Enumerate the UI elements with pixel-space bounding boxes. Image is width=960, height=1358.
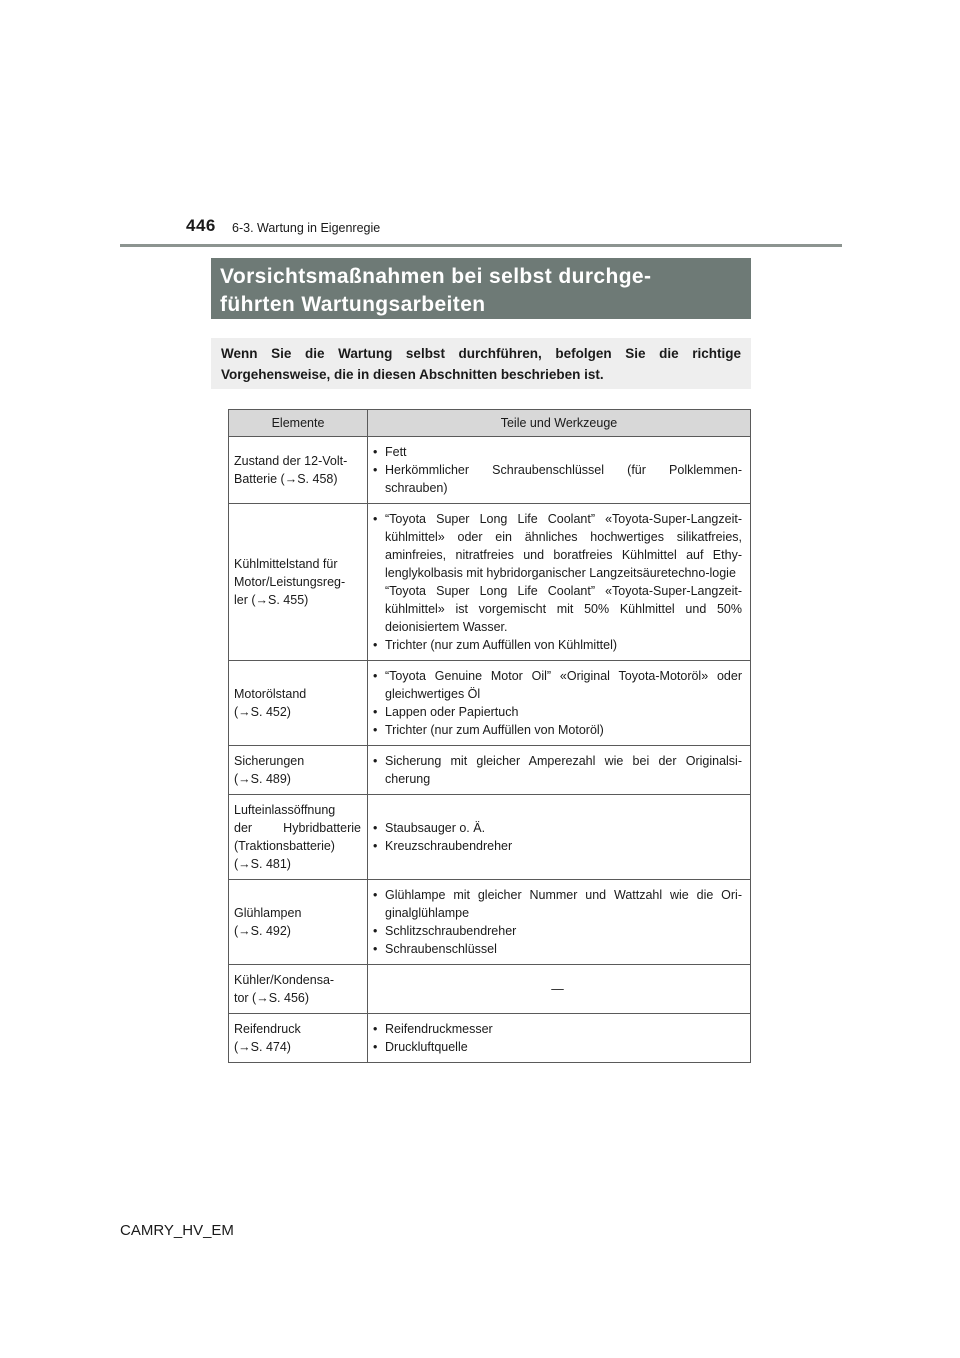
list-item: • “Toyota Super Long Life Coolant” «Toyota-Super-Langzeit-kühlmittel» oder ein ähnliches hochwertiges silikatfreies, aminfreies, nitratfreies und boratfreies Kühlmittel auf Ethy-lenglykolbasis mit hybridorganischer Langzeitsäuretechno-logie	[373, 512, 742, 580]
element-cell	[229, 795, 368, 880]
element-text: Glühlampen	[234, 906, 302, 920]
table-row	[229, 437, 751, 504]
table-row	[229, 880, 751, 965]
element-text: ler (→S. 455)	[234, 593, 309, 607]
element-text: (→S. 492)	[234, 924, 291, 938]
tools-cell	[368, 504, 751, 661]
element-text: tor (→S. 456)	[234, 991, 310, 1005]
element-text: Batterie (→S. 458)	[234, 472, 338, 486]
list-item: • Sicherung mit gleicher Amperezahl wie bei der Originalsi-cherung	[373, 754, 742, 786]
maintenance-table	[228, 409, 751, 1063]
tools-cell	[368, 795, 751, 880]
table-row	[229, 504, 751, 661]
list-item: • Fett	[373, 445, 407, 459]
element-text: Kühler/Kondensa-	[234, 973, 335, 987]
list-item: • Herkömmlicher Schraubenschlüssel (für Polklemmen-schrauben)	[373, 463, 742, 495]
element-text: (→S. 452)	[234, 705, 291, 719]
page-number: 446	[186, 216, 216, 235]
element-text: der Hybridbatterie	[234, 821, 361, 835]
tools-cell	[368, 880, 751, 965]
table-row	[229, 746, 751, 795]
element-text: (→S. 489)	[234, 772, 291, 786]
element-cell	[229, 746, 368, 795]
element-cell	[229, 661, 368, 746]
element-text: (→S. 481)	[234, 857, 291, 871]
element-text: (Traktionsbatterie)	[234, 839, 335, 853]
element-text: Zustand der 12-Volt-	[234, 454, 348, 468]
element-cell	[229, 965, 368, 1014]
element-cell	[229, 504, 368, 661]
table-row	[229, 661, 751, 746]
table-row	[229, 965, 751, 1014]
element-text: Kühlmittelstand für	[234, 557, 338, 571]
element-text: Motorölstand	[234, 687, 307, 701]
page-title	[211, 258, 751, 319]
column-header-elements: Elemente	[229, 410, 368, 437]
table-row	[229, 1014, 751, 1063]
element-cell	[229, 437, 368, 504]
tools-cell-empty	[368, 965, 751, 1014]
element-text: Lufteinlassöffnung	[234, 803, 336, 817]
tools-cell	[368, 746, 751, 795]
page-title-line-2: führten Wartungsarbeiten	[220, 293, 486, 316]
list-item: • Lappen oder Papiertuch	[373, 705, 519, 719]
list-item: • “Toyota Genuine Motor Oil” «Original Toyota-Motoröl» oder gleichwertiges Öl	[373, 669, 742, 701]
list-item: • Schlitzschraubendreher	[373, 924, 517, 938]
element-text: Reifendruck	[234, 1022, 301, 1036]
table-row	[229, 795, 751, 880]
list-item: • Druckluftquelle	[373, 1040, 468, 1054]
list-item: • Staubsauger o. Ä.	[373, 821, 486, 835]
section-label: 6-3. Wartung in Eigenregie	[232, 221, 381, 235]
list-item: • Kreuzschraubendreher	[373, 839, 513, 853]
table-header-row	[229, 410, 751, 437]
tools-cell	[368, 1014, 751, 1063]
tool-note: “Toyota Super Long Life Coolant” «Toyota-Super-Langzeit-kühlmittel» ist vorgemischt mit 50% Kühlmittel und 50% deionisiertem Wasser.	[385, 584, 742, 634]
dash-placeholder: —	[551, 982, 564, 996]
tools-cell	[368, 661, 751, 746]
list-item: • Schraubenschlüssel	[373, 942, 497, 956]
element-text: Motor/Leistungsreg-	[234, 575, 346, 589]
list-item: • Trichter (nur zum Auffüllen von Kühlmittel)	[373, 638, 618, 652]
footer-model-code: CAMRY_HV_EM	[120, 1222, 234, 1239]
element-text: (→S. 474)	[234, 1040, 291, 1054]
element-cell	[229, 880, 368, 965]
tools-cell	[368, 437, 751, 504]
column-header-tools: Teile und Werkzeuge	[368, 410, 751, 437]
header-rule	[120, 244, 842, 247]
element-cell	[229, 1014, 368, 1063]
list-item: • Reifendruckmesser	[373, 1022, 493, 1036]
page-title-line-1: Vorsichtsmaßnahmen bei selbst durchge-	[220, 265, 652, 288]
element-text: Sicherungen	[234, 754, 305, 768]
list-item: • Trichter (nur zum Auffüllen von Motoröl)	[373, 723, 604, 737]
intro-text: Wenn Sie die Wartung selbst durchführen, befolgen Sie die richtige Vorgehensweise, die in diesen Abschnitten beschrieben ist.	[211, 338, 751, 389]
list-item: • Glühlampe mit gleicher Nummer und Wattzahl wie die Ori-ginalglühlampe	[373, 888, 742, 920]
